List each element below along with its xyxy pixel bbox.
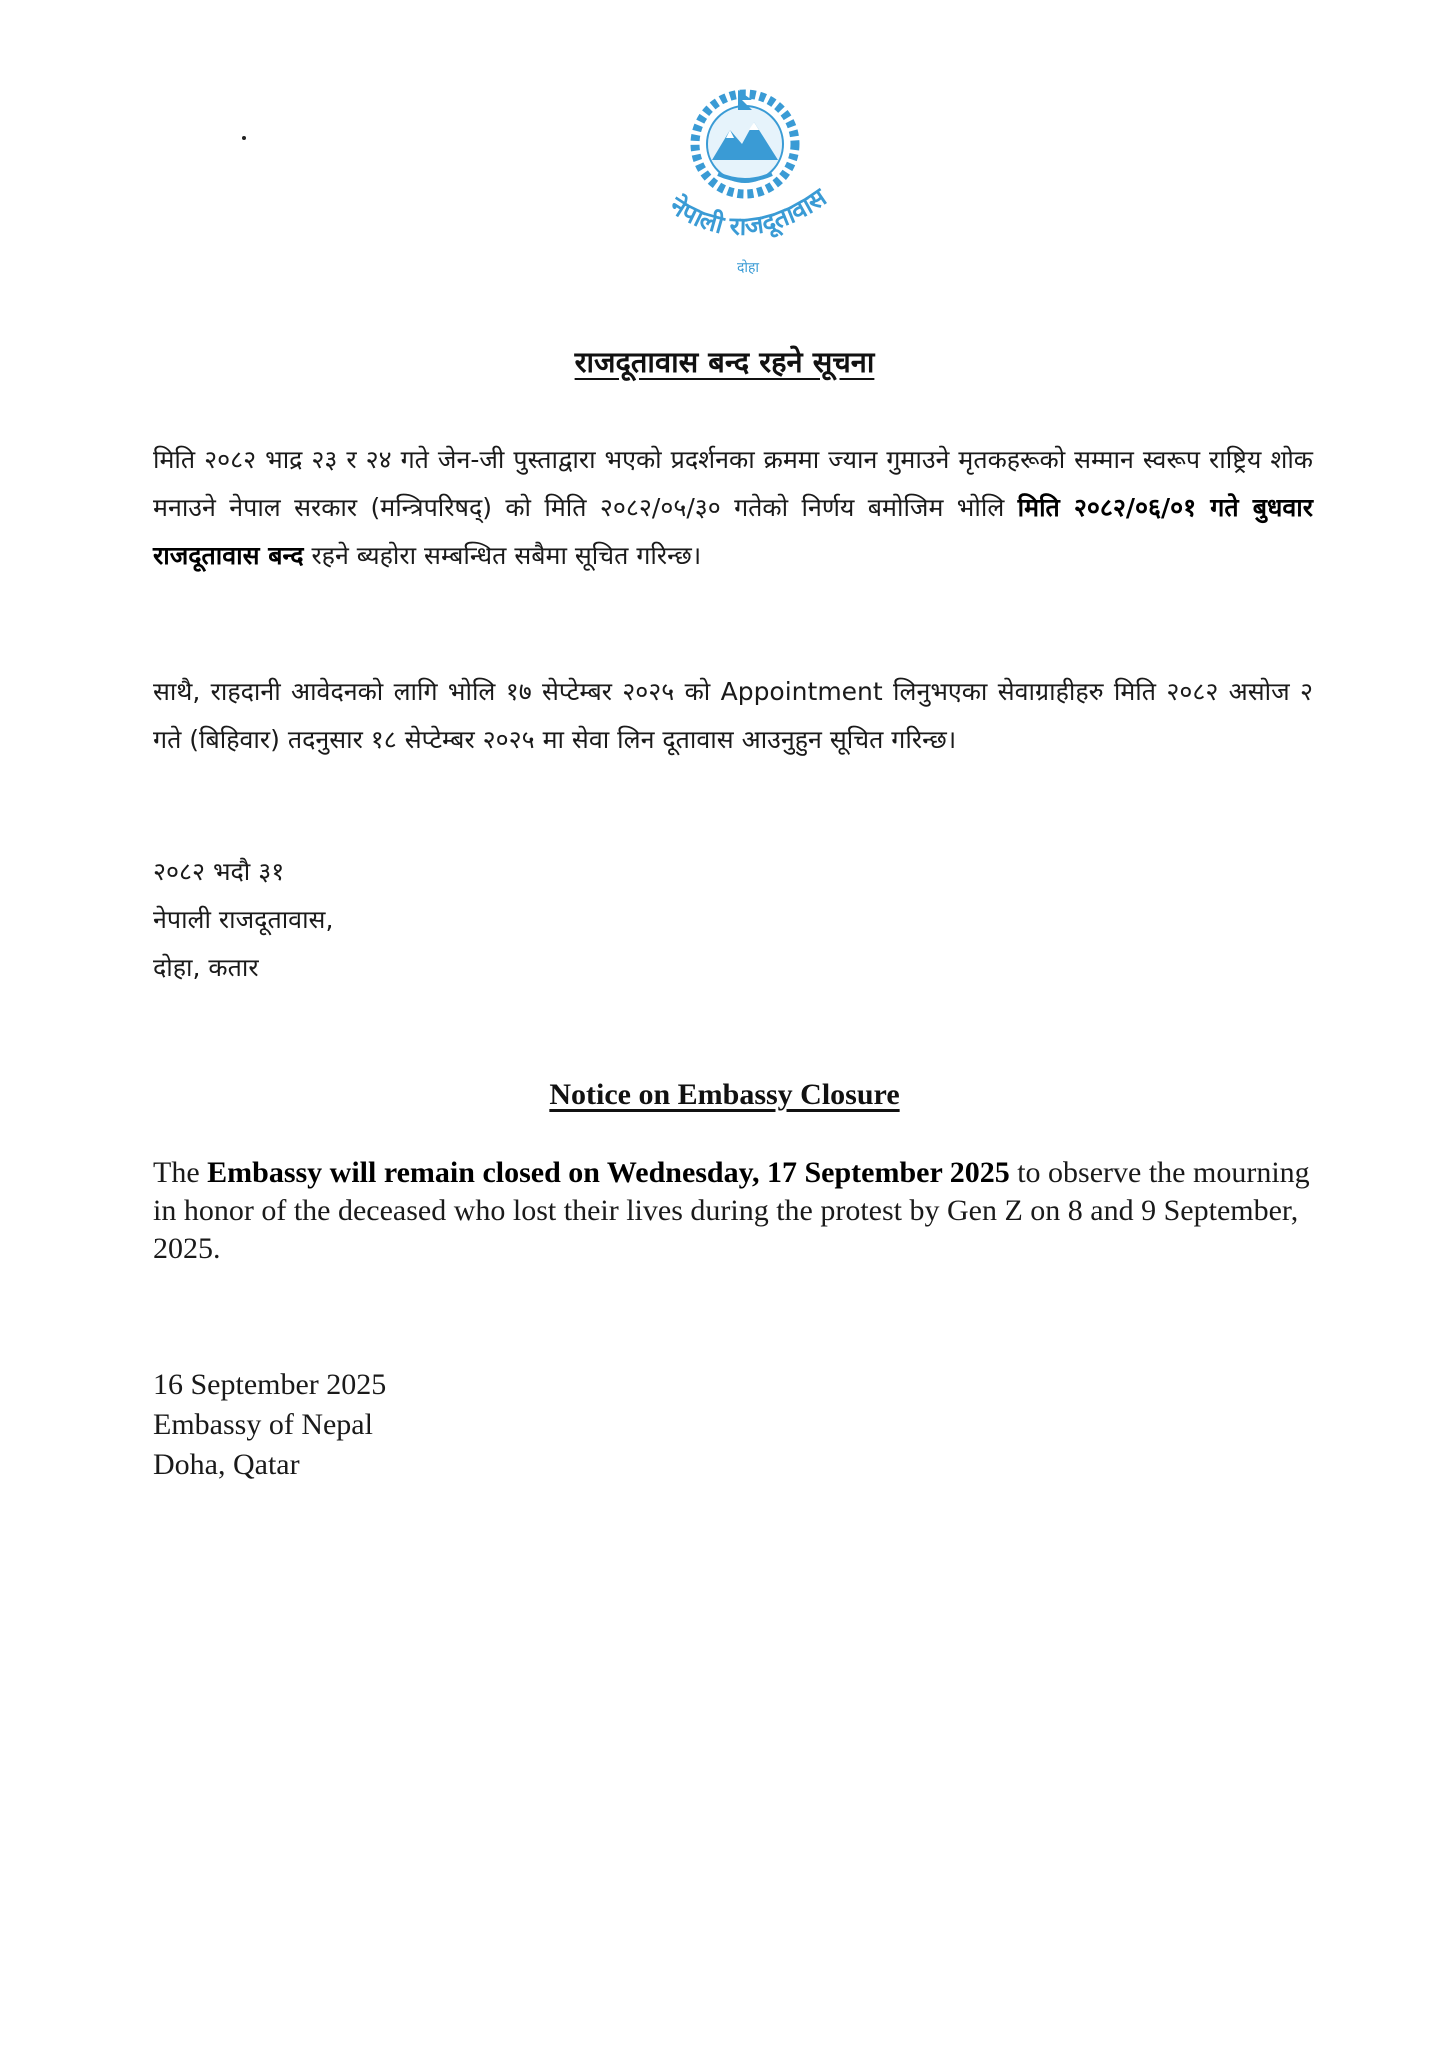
english-notice-title: Notice on Embassy Closure <box>549 1078 900 1111</box>
english-paragraph-text-b: to observe the mourning in honor of the deceased who lost their lives during the protest by Gen Z on 8 and 9 September, 2025. <box>153 1156 1310 1265</box>
nepal-emblem-icon <box>630 82 860 282</box>
english-signature-block <box>153 1365 386 1485</box>
nepali-paragraph-2: साथै, राहदानी आवेदनको लागि भोलि १७ सेप्टेम्बर २०२५ को Appointment लिनुभएका सेवाग्राहीहरु मिति २०८२ असोज २ गते (बिहिवार) तदनुसार १८ सेप्टेम्बर २०२५ मा सेवा लिन दूतावास आउनुहुन सूचित गरिन्छ। <box>153 677 1313 754</box>
seal-arc-text: नेपाली राजदूतावास <box>664 182 832 241</box>
nepali-paragraph-1-text-b: रहने ब्यहोरा सम्बन्धित सबैमा सूचित गरिन्छ। <box>303 541 702 570</box>
embassy-seal <box>630 82 860 282</box>
english-paragraph-text-a: The <box>153 1156 208 1189</box>
english-paragraph <box>153 1154 1313 1268</box>
nepali-notice-title: राजदूतावास बन्द रहने सूचना <box>574 345 875 379</box>
seal-city-text: दोहा <box>736 260 760 276</box>
english-date: 16 September 2025 <box>153 1368 387 1401</box>
nepali-paragraph-1 <box>153 436 1313 580</box>
scan-speck <box>242 136 246 140</box>
english-organization: Embassy of Nepal <box>153 1408 373 1441</box>
nepali-date: २०८२ भदौ ३१ <box>153 857 285 886</box>
english-paragraph-bold: Embassy will remain closed on Wednesday, 17 September 2025 <box>207 1156 1010 1189</box>
nepali-organization: नेपाली राजदूतावास, <box>153 905 334 934</box>
english-place: Doha, Qatar <box>153 1448 300 1481</box>
nepali-paragraph-1-bold: मिति २०८२/०६/०१ गते बुधवार राजदूतावास बन्द <box>153 493 1313 570</box>
nepali-place: दोहा, कतार <box>153 953 259 982</box>
nepali-signature-block <box>153 848 333 992</box>
nepali-paragraph-1-text-a: मिति २०८२ भाद्र २३ र २४ गते जेन-जी पुस्ताद्वारा भएको प्रदर्शनका क्रममा ज्यान गुमाउने मृतकहरूको सम्मान स्वरूप राष्ट्रिय शोक मनाउने नेपाल सरकार (मन्त्रिपरिषद्) को मिति २०८२/०५/३० गतेको निर्णय बमोजिम भोलि <box>153 445 1313 522</box>
